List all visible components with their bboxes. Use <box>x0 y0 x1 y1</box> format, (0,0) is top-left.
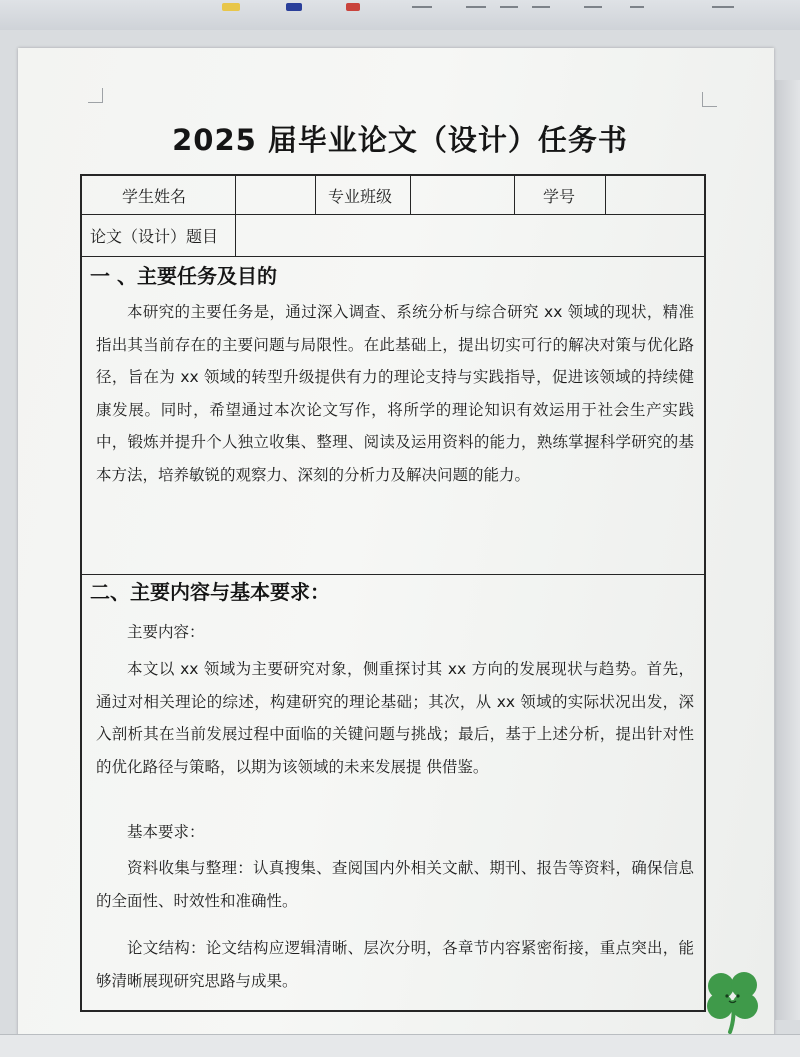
document-title: 2025 届毕业论文（设计）任务书 <box>172 123 628 157</box>
table-rule <box>82 574 704 575</box>
requirements-subheading: 基本要求： <box>127 823 205 841</box>
table-rule <box>605 176 606 214</box>
student-name-label: 学生姓名 <box>122 186 187 206</box>
task-form-table[interactable] <box>80 174 706 1012</box>
align-right-icon[interactable] <box>500 6 518 8</box>
table-rule <box>410 176 411 214</box>
student-id-field[interactable] <box>607 178 703 212</box>
requirement-structure: 论文结构：论文结构应逻辑清晰、层次分明，各章节内容紧密衔接，重点突出，能够清晰展现研究思路与成果。 <box>96 939 694 990</box>
margin-corner-mark <box>88 88 103 103</box>
justify-icon[interactable] <box>532 6 550 8</box>
table-rule <box>235 176 236 256</box>
requirement-data-collection: 资料收集与整理：认真搜集、查阅国内外相关文献、期刊、报告等资料，确保信息的全面性、时效性和准确性。 <box>96 859 694 910</box>
margin-corner-mark <box>702 92 717 107</box>
toolbar-blue-icon[interactable] <box>286 3 302 11</box>
toolbar-red-icon[interactable] <box>346 3 360 11</box>
student-id-label: 学号 <box>543 186 576 206</box>
clover-sticker-icon <box>700 966 766 1034</box>
table-rule <box>514 176 515 214</box>
word-toolbar <box>0 0 800 31</box>
section1-body: 本研究的主要任务是，通过深入调查、系统分析与综合研究 xx 领域的现状，精准指出其当前存在的主要问题与局限性。在此基础上，提出切实可行的解决对策与优化路径，旨在为 xx 领域的转型升级提供有力的理论支持与实践指导，促进该领域的持续健康发展。同时，希望通过本次论文写作，将所学的理论知识有效运用于社会生产实践中，锻炼并提升个人独立收集、整理、阅读及运用资料的能力，熟练掌握科学研究的基本方法，培养敏锐的观察力、深刻的分析力及解决问题的能力。 <box>96 303 694 484</box>
window-edge <box>775 80 800 1020</box>
student-name-field[interactable] <box>237 178 313 212</box>
indent-icon[interactable] <box>630 6 644 8</box>
align-left-icon[interactable] <box>412 6 432 8</box>
paragraph-mark-icon[interactable] <box>712 6 734 8</box>
section2-heading: 二、主要内容与基本要求： <box>90 580 330 604</box>
status-bar <box>0 1034 800 1057</box>
thesis-title-label: 论文（设计）题目 <box>90 226 219 246</box>
major-class-field[interactable] <box>412 178 512 212</box>
toolbar-yellow-icon[interactable] <box>222 3 240 11</box>
content-subheading: 主要内容： <box>127 623 205 641</box>
major-class-label: 专业班级 <box>328 186 393 206</box>
table-rule <box>82 256 704 257</box>
line-spacing-icon[interactable] <box>584 6 602 8</box>
section1-heading: 一 、主要任务及目的 <box>90 264 277 288</box>
align-center-icon[interactable] <box>466 6 486 8</box>
thesis-title-field[interactable] <box>237 216 703 254</box>
table-rule <box>315 176 316 214</box>
content-body: 本文以 xx 领域为主要研究对象，侧重探讨其 xx 方向的发展现状与趋势。首先，通过对相关理论的综述，构建研究的理论基础；其次，从 xx 领域的实际状况出发，深入剖析其在当前发展过程中面临的关键问题与挑战；最后，基于上述分析，提出针对性的优化路径与策略，以期为该领域的未来发展提 供借鉴。 <box>96 660 694 776</box>
